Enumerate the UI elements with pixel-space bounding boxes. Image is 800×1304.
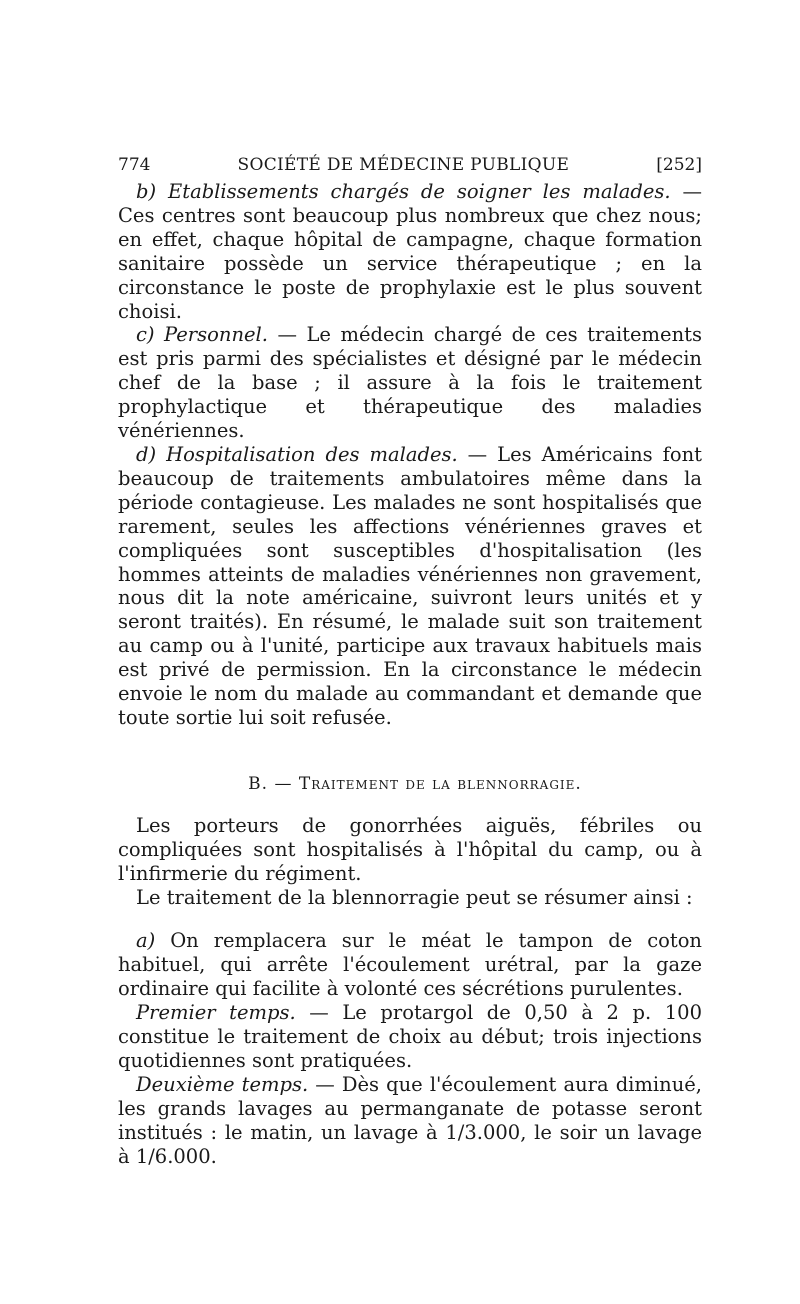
paragraph-resume [118,886,702,910]
paragraph-text: — Le protargol de 0,50 à 2 p. 100 constitue le traitement de choix au début; trois injections quotidiennes sont pratiquées. [118,1001,703,1072]
paragraph-a [118,929,702,1001]
paragraph-text: — Dès que l'écoulement aura diminué, les grands lavages au permanganate de potasse seront institués : le matin, un lavage à 1/3.000, le soir un lavage à 1/6.000. [118,1072,702,1168]
paragraph-lead: d) Hospitalisation des malades. [136,442,458,466]
paragraph-porteurs [118,814,702,886]
paragraph-lead: Premier temps. [136,1001,296,1025]
paragraph-lead: Deuxième temps. [136,1072,309,1096]
paragraph-text: — Le médecin chargé de ces traitements est pris parmi des spécialistes et désigné par le médecin chef de la base ; il assure à la fois le traitement prophylactique et thérapeutique des maladies vénériennes. [118,323,702,443]
paragraph-text: Le traitement de la blennorragie peut se résumer ainsi : [136,885,693,909]
bracket-number: [252] [656,155,702,175]
paragraph-lead: c) Personnel. [136,323,268,347]
paragraph-premier-temps [118,1001,702,1073]
paragraph-text: On remplacera sur le méat le tampon de coton habituel, qui arrête l'écoulement urétral, par la gaze ordinaire qui facilite à volonté ces sécrétions purulentes. [118,929,702,1001]
paragraph-text: Les porteurs de gonorrhées aiguës, fébriles ou compliquées sont hospitalisés à l'hôpital du camp, ou à l'infirmerie du régiment. [118,813,702,885]
paragraph-deuxieme-temps [118,1073,702,1169]
paragraph-d [118,443,702,730]
running-title: SOCIÉTÉ DE MÉDECINE PUBLIQUE [237,155,570,175]
paragraph-b [118,180,702,323]
paragraph-text: — Ces centres sont beaucoup plus nombreux que chez nous; en effet, chaque hôpital de campagne, chaque formation sanitaire possède un service thérapeutique ; en la circonstance le poste de prophylaxie est le plus souvent choisi. [118,180,702,323]
section-heading [118,772,702,796]
running-header [118,150,702,180]
paragraph-lead: a) [136,929,156,953]
paragraph-c [118,323,702,443]
paragraph-lead: b) Etablissements chargés de soigner les malades. [136,180,671,203]
page-number: 774 [118,155,151,175]
section-prefix: B. — [248,773,299,794]
page [118,150,702,1169]
paragraph-text: — Les Américains font beaucoup de traitements ambulatoires même dans la période contagieuse. Les malades ne sont hospitalisés que rarement, seules les affections vénériennes graves et compliquées sont susceptibles d'hospitalisation (les hommes atteints de maladies vénériennes non gravement, nous dit la note américaine, suivront leurs unités et y seront traités). En résumé, le malade suit son traitement au camp ou à l'unité, participe aux travaux habituels mais est privé de permission. En la circonstance le médecin envoie le nom du malade au commandant et demande que toute sortie lui soit refusée. [118,442,702,729]
section-title: Traitement de la blennorragie. [298,773,582,794]
